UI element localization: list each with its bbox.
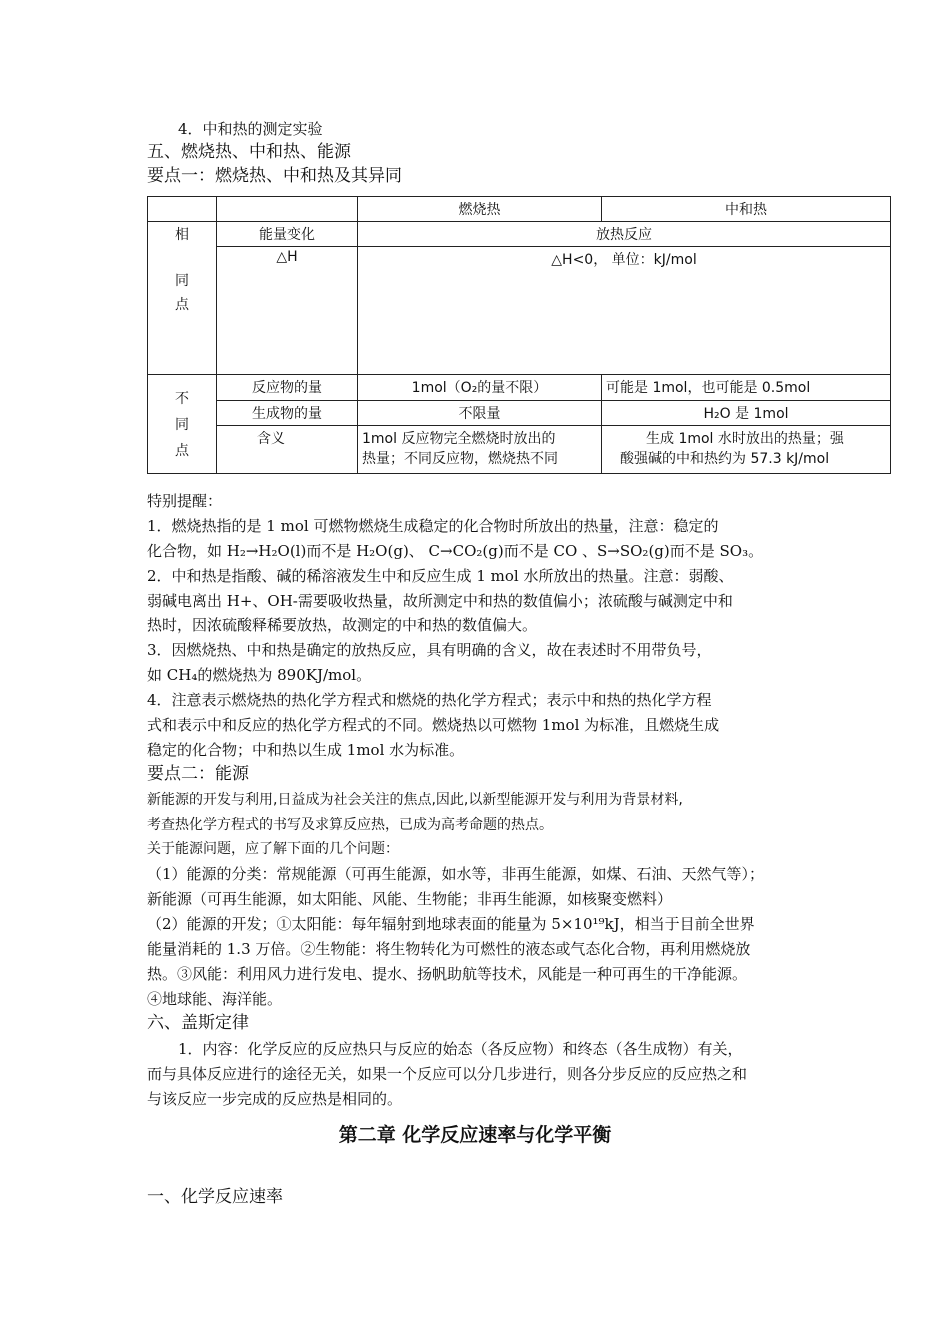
reminder-1-line-1: 1．燃烧热指的是 1 mol 可燃物燃烧生成稳定的化合物时所放出的热量，注意：稳定的 — [147, 517, 719, 535]
cell-meaning-neut — [602, 426, 891, 474]
meaning-burn-line-2: 热量；不同反应物，燃烧热不同 — [362, 451, 558, 467]
diff-label-char-1: 不 — [175, 391, 189, 407]
energy-para-7: 能量消耗的 1.3 万倍。②生物能：将生物转化为可燃性的液态或气态化合物，再利用燃烧放 — [147, 940, 751, 958]
cell-delta-h-value: △H<0， 单位：kJ/mol — [358, 247, 891, 375]
same-label-char-1: 相 — [175, 227, 189, 243]
header-neutral-heat: 中和热 — [602, 197, 891, 222]
same-point-label — [148, 222, 217, 375]
table-corner — [148, 197, 217, 222]
diff-label-char-2: 同 — [175, 417, 189, 433]
header-burn-heat: 燃烧热 — [358, 197, 602, 222]
reminder-4-line-3: 稳定的化合物；中和热以生成 1mol 水为标准。 — [147, 741, 465, 759]
cell-reactant-neut: 可能是 1mol，也可能是 0.5mol — [602, 375, 891, 401]
meaning-neut-line-1: 生成 1mol 水时放出的热量；强 — [646, 431, 844, 447]
section-one-title: 一、化学反应速率 — [147, 1187, 283, 1207]
reminder-2-line-3: 热时，因浓硫酸释稀要放热，故测定的中和热的数值偏大。 — [147, 616, 538, 634]
reminder-3-line-2: 如 CH₄的燃烧热为 890KJ/mol。 — [147, 666, 372, 684]
row-product-amount: 生成物的量 — [217, 401, 358, 426]
reminder-1-line-2: 化合物，如 H₂→H₂O(l)而不是 H₂O(g)、 C→CO₂(g)而不是 CO 、S→SO₂(g)而不是 SO₃。 — [147, 542, 764, 560]
diff-label-char-3: 点 — [175, 443, 189, 459]
energy-para-4: （1）能源的分类：常规能源（可再生能源，如水等，非再生能源，如煤、石油、天然气等）； — [147, 865, 765, 883]
same-label-char-3: 点 — [175, 297, 189, 313]
cell-exothermic: 放热反应 — [358, 222, 891, 247]
reminder-4-line-2: 式和表示中和反应的热化学方程式的不同。燃烧热以可燃物 1mol 为标准，且燃烧生成 — [147, 716, 720, 734]
cell-product-neut: H₂O 是 1mol — [602, 401, 891, 426]
diff-point-label — [148, 375, 217, 474]
hess-para-3: 与该反应一步完成的反应热是相同的。 — [147, 1090, 403, 1108]
cell-product-burn: 不限量 — [358, 401, 602, 426]
meaning-burn-line-1: 1mol 反应物完全燃烧时放出的 — [362, 431, 556, 447]
row-meaning: 含义 — [217, 426, 358, 474]
heading-neutralization-experiment: 4．中和热的测定实验 — [178, 120, 323, 138]
energy-para-5: 新能源（可再生能源，如太阳能、风能、生物能；非再生能源，如核聚变燃料） — [147, 890, 673, 908]
energy-para-9: ④地球能、海洋能。 — [147, 990, 283, 1008]
energy-para-2: 考查热化学方程式的书写及求算反应热，已成为高考命题的热点。 — [147, 817, 553, 833]
row-energy-change: 能量变化 — [217, 222, 358, 247]
point-two-title: 要点二：能源 — [147, 764, 249, 784]
hess-para-1: 1．内容：化学反应的反应热只与反应的始态（各反应物）和终态（各生成物）有关， — [178, 1040, 743, 1058]
section-six-title: 六、盖斯定律 — [147, 1013, 249, 1033]
chapter-title: 第二章 化学反应速率与化学平衡 — [338, 1124, 612, 1146]
reminder-3-line-1: 3．因燃烧热、中和热是确定的放热反应，具有明确的含义，故在表述时不用带负号， — [147, 641, 712, 659]
meaning-neut-line-2: 酸强碱的中和热约为 57.3 kJ/mol — [620, 451, 830, 467]
comparison-table — [147, 196, 891, 474]
cell-reactant-burn: 1mol（O₂的量不限） — [358, 375, 602, 401]
point-one-title: 要点一：燃烧热、中和热及其异同 — [147, 166, 402, 186]
same-label-char-2: 同 — [175, 273, 189, 289]
row-reactant-amount: 反应物的量 — [217, 375, 358, 401]
row-delta-h: △H — [217, 247, 358, 375]
energy-para-8: 热。③风能：利用风力进行发电、提水、扬帆助航等技术，风能是一种可再生的干净能源。 — [147, 965, 748, 983]
reminder-2-line-2: 弱碱电离出 H+、OH-需要吸收热量，故所测定中和热的数值偏小；浓硫酸与碱测定中和 — [147, 592, 733, 610]
table-corner-2 — [217, 197, 358, 222]
energy-para-6: （2）能源的开发；①太阳能：每年辐射到地球表面的能量为 5×10¹⁹kJ，相当于目前全世界 — [147, 915, 755, 933]
energy-para-3: 关于能源问题，应了解下面的几个问题： — [147, 841, 399, 857]
hess-para-2: 而与具体反应进行的途径无关，如果一个反应可以分几步进行，则各分步反应的反应热之和 — [147, 1065, 748, 1083]
reminder-title: 特别提醒： — [147, 492, 223, 510]
section-five-title: 五、燃烧热、中和热、能源 — [147, 142, 351, 162]
cell-meaning-burn — [358, 426, 602, 474]
reminder-2-line-1: 2．中和热是指酸、碱的稀溶液发生中和反应生成 1 mol 水所放出的热量。注意：弱酸、 — [147, 567, 734, 585]
energy-para-1: 新能源的开发与利用,日益成为社会关注的焦点,因此,以新型能源开发与利用为背景材料, — [147, 792, 683, 808]
reminder-4-line-1: 4．注意表示燃烧热的热化学方程式和燃烧的热化学方程式；表示中和热的热化学方程 — [147, 691, 712, 709]
